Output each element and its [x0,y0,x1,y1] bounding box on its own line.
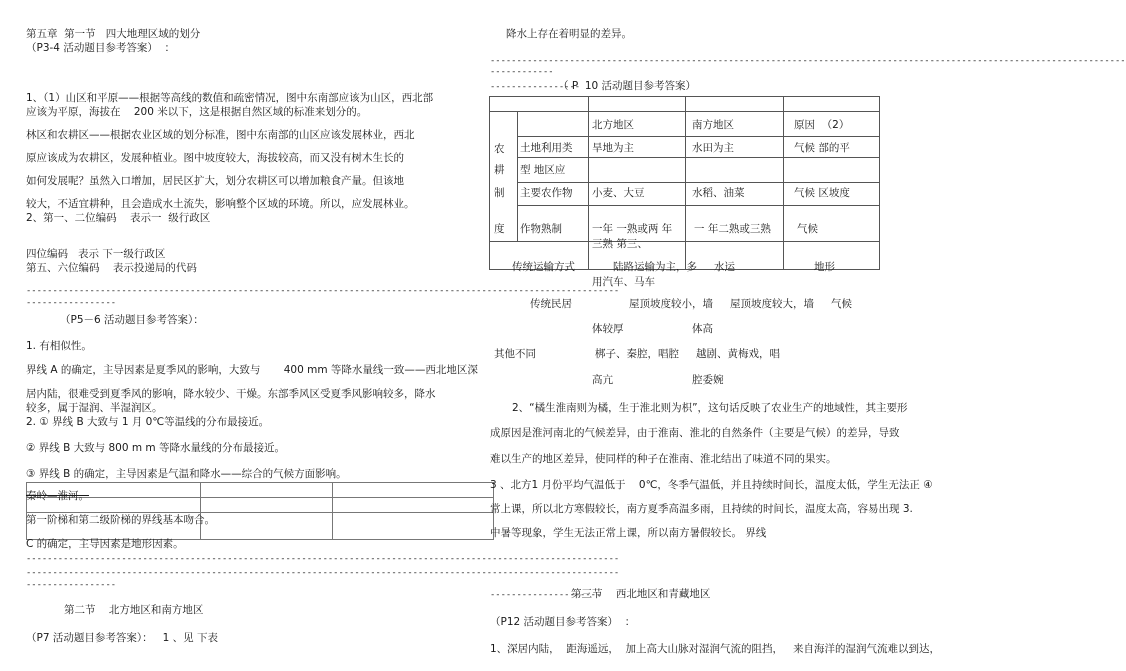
table-side-label: 制 [494,187,505,199]
table-cell: 气候 区坡度 [794,187,850,199]
divider: ---------------------------------------------------------------------------------------------------------------- [26,286,620,296]
table-cell: 旱地为主 [592,142,634,154]
item2-line2: 四位编码 表示 下一级行政区 [26,248,166,260]
table-side-label: 农 [494,143,505,155]
table-row-label: 型 地区应 [520,164,566,176]
p12-reference: （P12 活动题目参考答案） ： [490,616,636,628]
table-col [588,96,589,270]
table-cell: 水运 [714,261,735,273]
table-side-label: 耕 [494,164,505,176]
p56-line6: ② 界线 B 大致与 800 m m 等降水量线的分布最接近。 [26,442,285,454]
table-cell: 水田为主 [692,142,734,154]
item2-line1: 2、第一、二位编码 表示一 级行政区 [26,212,211,224]
table-side-label: 度 [494,223,505,235]
p10-reference: （ P 10 活动题目参考答案） [558,80,697,92]
q3-line1: 3 、北方1 月份平均气温低于 0℃，冬季气温低，并且持续时间长，温度太低，学生无法正 ④ [490,479,933,491]
p56-line5: 2. ① 界线 B 大致与 1 月 0℃等温线的分布最接近。 [26,416,270,428]
left-table-col [200,482,201,540]
table-cell: 气候 [831,298,852,310]
section2-title: 第二节 北方地区和南方地区 [64,604,204,616]
right-top-line: 降水上存在着明显的差异。 [506,28,632,40]
item1-line3: 林区和农耕区——根据农业区域的划分标准，图中东南部的山区应该发展林业，西北 [26,129,415,141]
table-row-label: 主要农作物 [520,187,573,199]
table-cell: 屋顶坡度较大，墙 [730,298,814,310]
table-cell: 体高 [692,323,713,335]
table-col [517,111,518,241]
item1-line6: 较大，不适宜耕种，且会造成水土流失，影响整个区域的环境。所以，应发展林业。 [26,198,415,210]
table-row-label: 传统民居 [530,298,572,310]
q2-line2: 成原因是淮河南北的气候差异，由于淮南、淮北的自然条件（主要是气候）的差异，导致 [490,427,900,439]
p56-line10: C 的确定，主导因素是地形因素。 [26,538,184,550]
table-cell: 高亢 [592,374,613,386]
divider-mid: ------------ [490,67,554,77]
p7-reference: （P7 活动题目参考答案）： 1 、见 下表 [26,632,218,644]
item1-line4: 原应该成为农耕区，发展种植业。图中坡度较大，海拔较高，而又没有树木生长的 [26,152,404,164]
table-cell: 地形 [814,261,835,273]
p10-dashes: ----------------- [490,82,581,92]
table-cell: 小麦、大豆 [592,187,645,199]
table-row-label: 其他不同 [494,348,536,360]
item1-line2: 应该为平原，海拔在 200 米以下，这是根据自然区域的标准来划分的。 [26,106,368,118]
table-col [783,96,784,270]
table-cell: 越剧、黄梅戏，唱 [696,348,780,360]
table-col [685,96,686,270]
table-cell: 梆子、秦腔，唱腔 [595,348,679,360]
p56-line7: ③ 界线 B 的确定，主导因素是气温和降水——综合的气候方面影响。 [26,468,347,480]
item1-line1: 1、（1）山区和平原——根据等高线的数值和疏密情况，图中东南部应该为山区，西北部 [26,92,434,104]
q3-line2: 常上课，所以北方寒假较长，南方夏季高温多雨，且持续的时间长，温度太高，容易出现 3. [490,503,913,515]
table-cell: 用汽车、马车 [592,276,655,288]
table-row-label: 作物熟制 [520,223,562,235]
p56-line3: 居内陆，很难受到夏季风的影响，降水较少、干燥。东部季风区受夏季风影响较多，降水 [26,388,436,400]
p56-line8: 秦岭—淮河。 [26,490,89,502]
table-cell: 体较厚 [592,323,624,335]
p12-line1: 1、深居内陆， 距海遥远， 加上高大山脉对湿润气流的阻挡， 来自海洋的湿润气流难以到达， [490,643,941,655]
table-cell: 腔委婉 [692,374,724,386]
table-cell: 屋顶坡度较小，墙 [629,298,713,310]
section3-title: 第三节 西北地区和青藏地区 [571,588,711,600]
left-table-rule [26,497,494,498]
table-cell: 气候 [797,223,818,235]
divider: ---------------------------------------------------------------------------------------------------------------- [26,568,620,578]
q2-line1: 2、“橘生淮南则为橘，生于淮北则为枳”，这句话反映了农业生产的地域性，其主要形 [512,402,908,414]
table-cell: 陆路运输为主，多 [613,261,697,273]
p56-line2: 界线 A 的确定，主导因素是夏季风的影响，大致与 400 mm 等降水量线一致——西北地区深 [26,364,478,376]
table-rule [517,157,880,158]
divider-short: ----------------- [26,298,117,308]
table-rule [517,205,880,206]
table-header-south: 南方地区 [692,119,734,131]
p56-reference: （P5－6 活动题目参考答案）： [60,314,204,326]
left-table-rule [26,512,494,513]
table-cell: 气候 部的平 [794,142,850,154]
q2-line3: 难以生产的地区差异，使同样的种子在淮南、淮北结出了味道不同的果实。 [490,453,837,465]
table-rule [517,182,880,183]
p34-reference: （P3-4 活动题目参考答案） ： [26,42,175,54]
left-empty-table [26,482,494,540]
section3-dashes: --------------------- [490,590,602,600]
p56-line4: 较多，属于湿润、半湿润区。 [26,402,163,414]
table-cell: 水稻、油菜 [692,187,745,199]
table-cell: 一年 一熟或两 年 [592,223,673,235]
chapter-title: 第五章 第一节 四大地理区域的划分 [26,28,201,40]
table-rule [517,136,880,137]
table-cell: 三熟 第三、 [592,238,648,250]
table-cell: 一 年二熟或三熟 [694,223,771,235]
table-header-reason: 原因 （2） [794,119,850,131]
table-row-label: 土地利用类 [520,142,573,154]
item2-line3: 第五、六位编码 表示投递局的代码 [26,262,197,274]
divider-short: ----------------- [26,580,117,590]
p56-line9: 第一阶梯和第二级阶梯的界线基本吻合。 [26,514,215,526]
table-row-label: 传统运输方式 [512,261,575,273]
item1-line5: 如何发展呢？虽然入口增加，居民区扩大，划分农耕区可以增加粮食产量。但该地 [26,175,404,187]
divider: ------------------------------------------------------------------------------------------------------------------------ [490,56,1126,66]
table-header-north: 北方地区 [592,119,634,131]
q3-line3: 中暑等现象，学生无法正常上课，所以南方暑假较长。 界线 [490,527,767,539]
p56-line1: 1. 有相似性。 [26,340,92,352]
left-table-col [332,482,333,540]
divider: ---------------------------------------------------------------------------------------------------------------- [26,554,620,564]
